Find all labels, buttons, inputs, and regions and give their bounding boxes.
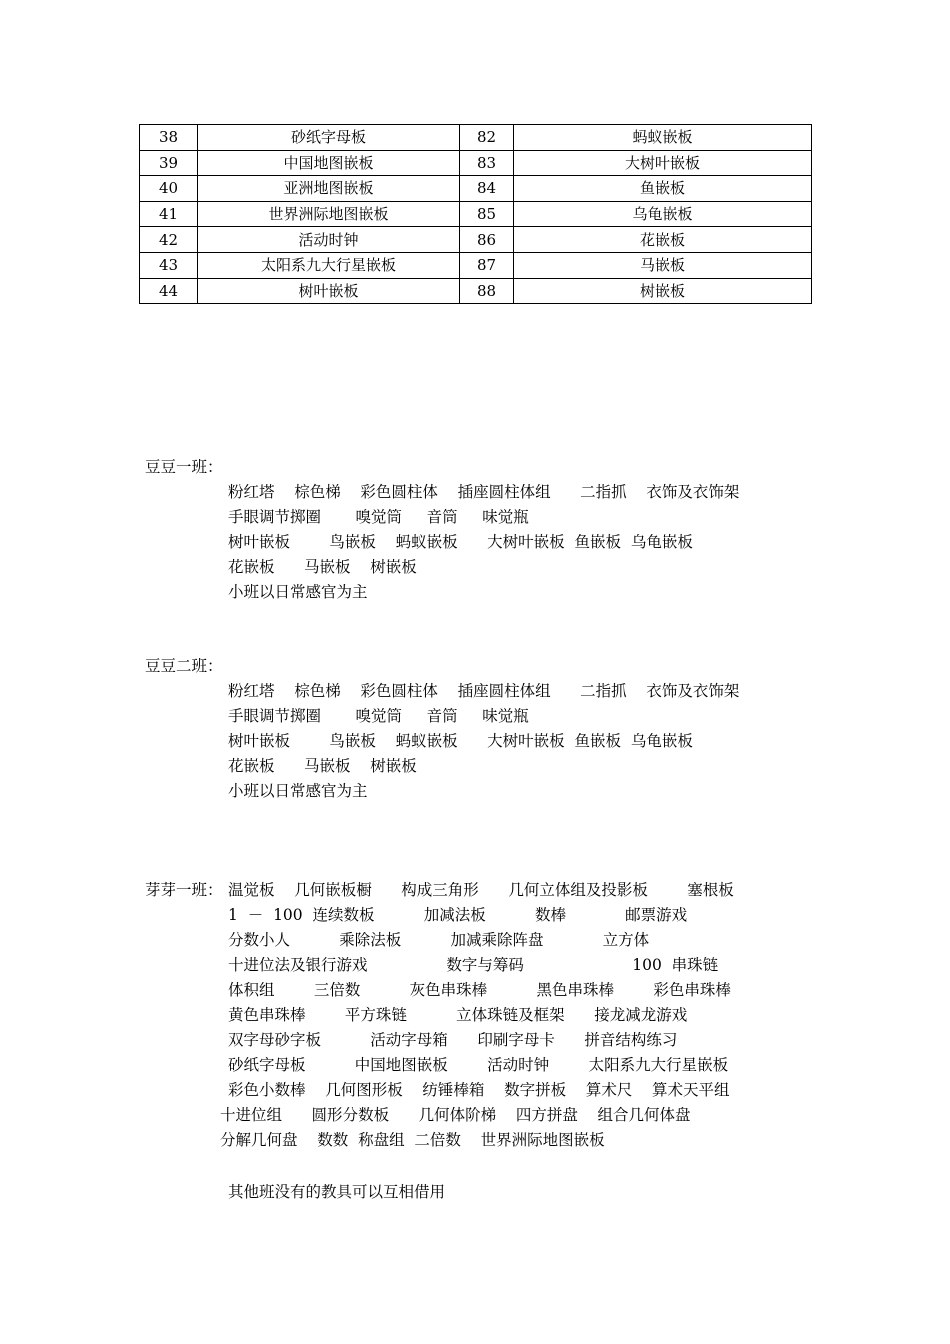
table-row bbox=[140, 278, 812, 304]
item-name-cell: 活动时钟 bbox=[198, 227, 460, 253]
table-row bbox=[140, 150, 812, 176]
class-3-line: 体积组 三倍数 灰色串珠棒 黑色串珠棒 彩色串珠棒 bbox=[228, 981, 731, 999]
item-number-cell: 83 bbox=[460, 150, 514, 176]
item-number-cell: 84 bbox=[460, 176, 514, 202]
item-name-cell: 砂纸字母板 bbox=[198, 125, 460, 151]
class-3-line: 十进位组 圆形分数板 几何体阶梯 四方拼盘 组合几何体盘 bbox=[220, 1106, 691, 1124]
class-3-line: 双字母砂字板 活动字母箱 印刷字母卡 拼音结构练习 bbox=[228, 1031, 678, 1049]
class-1-line: 粉红塔 棕色梯 彩色圆柱体 插座圆柱体组 二指抓 衣饰及衣饰架 bbox=[228, 483, 740, 501]
item-number-cell: 40 bbox=[140, 176, 198, 202]
class-3-line: 砂纸字母板 中国地图嵌板 活动时钟 太阳系九大行星嵌板 bbox=[228, 1056, 729, 1074]
table-row bbox=[140, 227, 812, 253]
class-3-label: 芽芽一班： bbox=[145, 881, 223, 899]
class-2-line: 手眼调节掷圈 嗅觉筒 音筒 味觉瓶 bbox=[228, 707, 529, 725]
item-name-cell: 蚂蚁嵌板 bbox=[514, 125, 812, 151]
class-2-note: 小班以日常感官为主 bbox=[228, 782, 368, 800]
table-row bbox=[140, 125, 812, 151]
item-name-cell: 世界洲际地图嵌板 bbox=[198, 201, 460, 227]
class-1-line: 手眼调节掷圈 嗅觉筒 音筒 味觉瓶 bbox=[228, 508, 529, 526]
item-number-cell: 86 bbox=[460, 227, 514, 253]
item-number-cell: 42 bbox=[140, 227, 198, 253]
item-number-cell: 87 bbox=[460, 252, 514, 278]
class-2-label: 豆豆二班： bbox=[145, 657, 223, 675]
class-1-line: 花嵌板 马嵌板 树嵌板 bbox=[228, 558, 417, 576]
item-name-cell: 乌龟嵌板 bbox=[514, 201, 812, 227]
class-3-line: 黄色串珠棒 平方珠链 立体珠链及框架 接龙减龙游戏 bbox=[228, 1006, 688, 1024]
class-3-note: 其他班没有的教具可以互相借用 bbox=[228, 1183, 446, 1201]
item-name-cell: 大树叶嵌板 bbox=[514, 150, 812, 176]
class-1-label: 豆豆一班： bbox=[145, 458, 223, 476]
class-3-line: 温觉板 几何嵌板橱 构成三角形 几何立体组及投影板 塞根板 bbox=[228, 881, 734, 899]
item-name-cell: 太阳系九大行星嵌板 bbox=[198, 252, 460, 278]
item-number-cell: 44 bbox=[140, 278, 198, 304]
item-number-cell: 85 bbox=[460, 201, 514, 227]
item-name-cell: 亚洲地图嵌板 bbox=[198, 176, 460, 202]
item-name-cell: 树叶嵌板 bbox=[198, 278, 460, 304]
item-name-cell: 树嵌板 bbox=[514, 278, 812, 304]
item-name-cell: 鱼嵌板 bbox=[514, 176, 812, 202]
item-number-cell: 38 bbox=[140, 125, 198, 151]
class-3-line: 分解几何盘 数数 称盘组 二倍数 世界洲际地图嵌板 bbox=[220, 1131, 605, 1149]
item-number-cell: 88 bbox=[460, 278, 514, 304]
table-row bbox=[140, 252, 812, 278]
class-2-line: 粉红塔 棕色梯 彩色圆柱体 插座圆柱体组 二指抓 衣饰及衣饰架 bbox=[228, 682, 740, 700]
class-3-line: 分数小人 乘除法板 加减乘除阵盘 立方体 bbox=[228, 931, 650, 949]
item-number-cell: 82 bbox=[460, 125, 514, 151]
class-1-line: 树叶嵌板 鸟嵌板 蚂蚁嵌板 大树叶嵌板 鱼嵌板 乌龟嵌板 bbox=[228, 533, 693, 551]
class-2-line: 树叶嵌板 鸟嵌板 蚂蚁嵌板 大树叶嵌板 鱼嵌板 乌龟嵌板 bbox=[228, 732, 693, 750]
item-name-cell: 马嵌板 bbox=[514, 252, 812, 278]
class-3-line: 彩色小数棒 几何图形板 纺锤棒箱 数字拼板 算术尺 算术天平组 bbox=[228, 1081, 730, 1099]
table-row bbox=[140, 176, 812, 202]
materials-table bbox=[139, 124, 812, 304]
class-2-line: 花嵌板 马嵌板 树嵌板 bbox=[228, 757, 417, 775]
table-row bbox=[140, 201, 812, 227]
class-3-line: 1 － 100 连续数板 加减法板 数棒 邮票游戏 bbox=[228, 906, 688, 924]
class-3-line: 十进位法及银行游戏 数字与筹码 100 串珠链 bbox=[228, 956, 719, 974]
item-name-cell: 花嵌板 bbox=[514, 227, 812, 253]
item-number-cell: 43 bbox=[140, 252, 198, 278]
item-number-cell: 39 bbox=[140, 150, 198, 176]
class-1-note: 小班以日常感官为主 bbox=[228, 583, 368, 601]
item-name-cell: 中国地图嵌板 bbox=[198, 150, 460, 176]
item-number-cell: 41 bbox=[140, 201, 198, 227]
